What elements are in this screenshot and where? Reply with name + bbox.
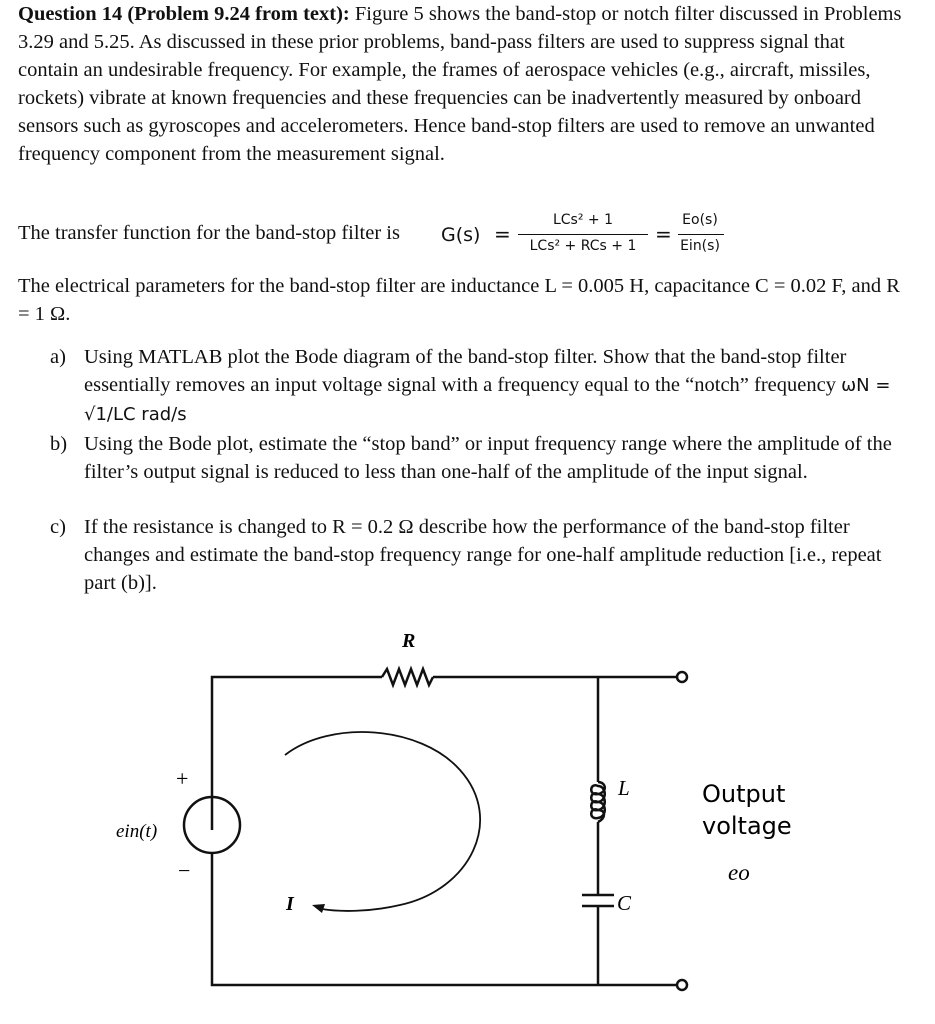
- tf-fraction-bar-2: [678, 234, 724, 235]
- resistor-label: R: [402, 630, 416, 652]
- tf-lhs: G(s): [441, 224, 481, 246]
- tf-equals-1: =: [494, 222, 511, 246]
- question-heading: Question 14 (Problem 9.24 from text):: [18, 3, 350, 25]
- output-terminal-top: [677, 672, 687, 682]
- parameters: The electrical parameters for the band-stop filter are inductance L = 0.005 H, capacitance C = 0.02 F, and R = 1 Ω.: [18, 275, 900, 325]
- wire-bottom: [212, 853, 676, 985]
- part-text: If the resistance is changed to R = 0.2 Ω describe how the performance of the band-stop filter changes and estimate the band-stop frequency range for one-half amplitude reduction [i.e., repeat part (b)].: [84, 516, 882, 594]
- current-arrow-icon: [312, 904, 325, 913]
- output-symbol: eo: [728, 860, 750, 885]
- list-item-c: [50, 513, 900, 597]
- circuit-figure: [0, 610, 935, 1024]
- part-text: Using MATLAB plot the Bode diagram of the band-stop filter. Show that the band-stop filter essentially removes an input voltage signal with a frequency equal to the “notch” frequency: [84, 346, 847, 396]
- resistor-zigzag: [382, 669, 433, 685]
- output-terminal-bottom: [677, 980, 687, 990]
- part-text: Using the Bode plot, estimate the “stop band” or input frequency range where the amplitude of the filter’s output signal is reduced to less than one-half of the amplitude of the input signal.: [84, 433, 892, 483]
- tf-output-denominator: Ein(s): [680, 238, 720, 254]
- minus-sign: −: [178, 858, 191, 883]
- inductor-coil: [591, 782, 605, 822]
- tf-fraction-bar: [518, 234, 648, 235]
- tf-equals-2: =: [655, 222, 672, 246]
- part-label: a): [50, 346, 66, 368]
- wire-top-left: [212, 677, 382, 830]
- output-label-2: voltage: [702, 812, 792, 840]
- tf-intro: The transfer function for the band-stop filter is: [18, 222, 400, 244]
- tf-numerator: LCs² + 1: [552, 212, 614, 228]
- question-intro-text: Figure 5 shows the band-stop or notch filter discussed in Problems 3.29 and 5.25. As discussed in these prior problems, band-pass filters are used to suppress signal that contain an undesirable frequency. For example, the frames of aerospace vehicles (e.g., aircraft, missiles, rockets) vibrate at known frequencies and these frequencies can be inadvertently measured by onboard sensors such as gyroscopes and accelerometers. Hence band-stop filters are used to remove an unwanted frequency component from the measurement signal.: [18, 3, 902, 165]
- question-intro: [18, 0, 903, 168]
- part-label: b): [50, 433, 68, 455]
- source-label: ein(t): [116, 821, 158, 842]
- tf-denominator: LCs² + RCs + 1: [529, 238, 637, 254]
- list-item-a: [50, 343, 900, 433]
- output-label-1: Output: [702, 780, 786, 808]
- current-label: I: [286, 893, 294, 915]
- transfer-function: [18, 214, 918, 264]
- tf-output-numerator: Eo(s): [682, 212, 718, 228]
- notch-frequency-math: ωN = √1/LC rad/s: [84, 375, 891, 425]
- part-label: c): [50, 516, 66, 538]
- capacitor-label: C: [617, 891, 632, 915]
- list-item-b: [50, 430, 900, 514]
- plus-sign: +: [176, 766, 189, 791]
- current-loop: [285, 732, 480, 911]
- inductor-label: L: [618, 776, 630, 800]
